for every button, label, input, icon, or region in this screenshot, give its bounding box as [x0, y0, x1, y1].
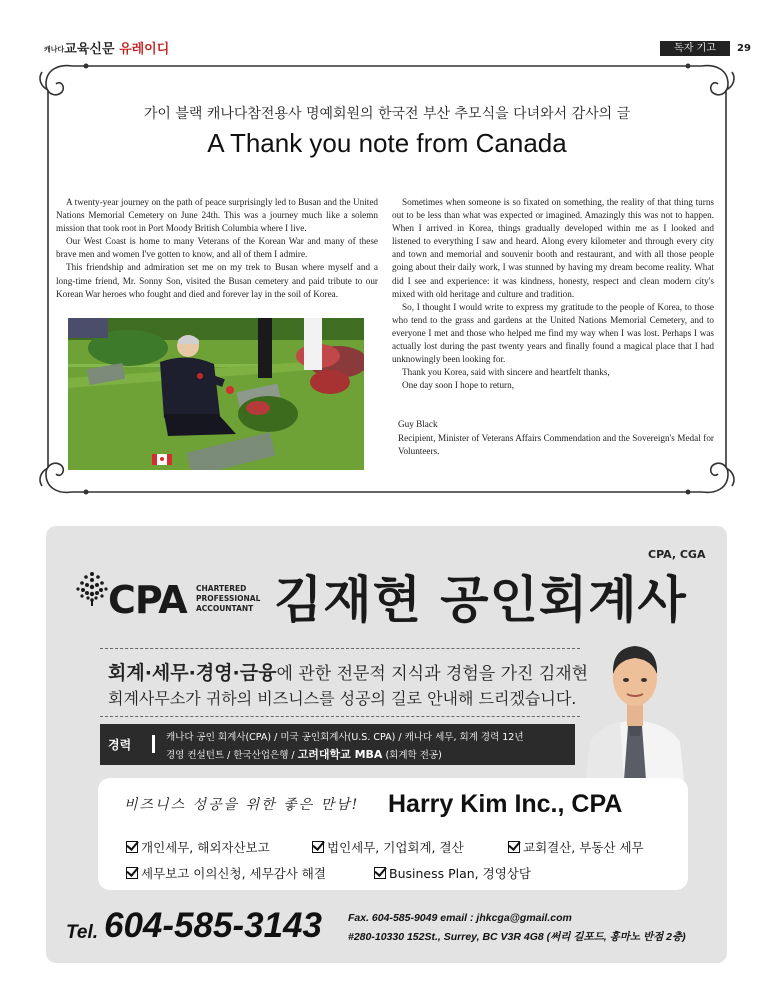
career-part: 고려대학교 MBA — [297, 748, 383, 761]
address: #280-10330 152St., Surrey, BC V3R 4G8 (써리 길포드, 홍마노 반점 2층) — [348, 931, 686, 943]
ad-tagline-2: 회계사무소가 귀하의 비즈니스를 성공의 길로 안내해 드리겠습니다. — [108, 689, 577, 708]
divider — [100, 716, 580, 717]
page-number: 29 — [737, 43, 751, 54]
career-part: (회계학 전공) — [382, 750, 442, 761]
brand-sub: 캐나다 — [44, 45, 65, 54]
spacer — [392, 392, 714, 418]
paragraph: So, I thought I would write to express my gratitude to the people of Korea, to those who tend to the grass and gardens at the United Nations Memorial Cemetery, and to everyone I met and those who helped me find my way when I was lost. Perhaps I was actually lost during the past twenty years and finally found a magical place that I had unknowingly been looking for. — [392, 301, 714, 365]
paragraph: This friendship and admiration set me on my trek to Busan where myself and a long-time friend, Mr. Sonny Son, visited the Busan cemetery and paid tribute to our Korean War heroes who fought and died and forever lay in the soil of Korea. — [56, 262, 378, 299]
section-tab: 독자 기고 — [660, 41, 730, 56]
service-label: 교회결산, 부동산 세무 — [523, 840, 644, 855]
brand-accent: 유레이디 — [119, 42, 170, 57]
portrait — [580, 630, 690, 780]
service-item — [126, 838, 270, 856]
cpa-advertisement — [46, 526, 727, 963]
ad-tagline-1 — [108, 658, 588, 685]
career-label: 경력 — [108, 738, 132, 752]
signature-title: Recipient, Minister of Veterans Affairs Commendation and the Sovereign's Medal for Volunteers. — [398, 432, 714, 456]
signature-name: Guy Black — [398, 419, 438, 430]
tel-label: Tel. — [66, 922, 99, 943]
service-label: 개인세무, 해외자산보고 — [141, 840, 270, 855]
checkbox-icon — [312, 841, 324, 853]
phone-number[interactable]: 604-585-3143 — [104, 906, 322, 945]
fax-email[interactable]: Fax. 604-585-9049 email : jhkcga@gmail.com — [348, 912, 572, 924]
service-item — [126, 864, 326, 882]
paragraph: Sometimes when someone is so fixated on something, the reality of that thing turns out to be less than what was expected or imagined. Amazingly this was not to happen. When I arrived in Korea, things gradually developed within me as I looked and listened to everything I saw and heard. Along every kilometer and through every city and town and memorial and souvenir booth and restaurant, and with all those people going about their daily work, I was stunned by having my dream become reality. What did I see and experience: it was kindness, honesty, respect and clean modern city's mixed with old heritage and culture and tradition. — [392, 197, 714, 299]
cpa-logo-subtitle — [196, 584, 260, 614]
service-label: Business Plan, 경영상담 — [389, 866, 531, 881]
career-part: 경영 컨설턴트 / 한국산업은행 / — [166, 750, 298, 761]
english-title: A Thank you note from Canada — [207, 128, 567, 158]
article-right-column — [392, 196, 714, 458]
logo-sub-line: CHARTERED — [196, 584, 247, 593]
career-bar — [100, 724, 575, 765]
tagline-bold: 회계·세무·경영·금융 — [108, 662, 277, 684]
career-line-2 — [166, 746, 442, 762]
career-line-1: 캐나다 공인 회계사(CPA) / 미국 공인회계사(U.S. CPA) / 캐나다 세무, 회계 경력 12년 — [166, 732, 524, 743]
slogan: 비즈니스 성공을 위한 좋은 만남! — [124, 797, 360, 813]
brand-main: 교육신문 — [64, 42, 115, 57]
cemetery-photo — [68, 318, 364, 470]
accountant-name: 김재현 공인회계사 — [274, 571, 687, 629]
article-left-column — [56, 196, 378, 301]
career-separator — [152, 735, 155, 753]
logo-sub-line: ACCOUNTANT — [196, 604, 254, 613]
paragraph: One day soon I hope to return, — [402, 380, 515, 391]
checkbox-icon — [508, 841, 520, 853]
service-item — [312, 838, 464, 856]
maple-leaf-icon — [72, 568, 112, 608]
checkbox-icon — [374, 867, 386, 879]
service-label: 법인세무, 기업회계, 결산 — [327, 840, 464, 855]
services-box — [98, 778, 688, 890]
service-item — [374, 864, 531, 882]
divider — [100, 648, 580, 649]
paragraph: Thank you Korea, said with sincere and heartfelt thanks, — [402, 367, 610, 378]
korean-title: 가이 블랙 캐나다참전용사 명예회원의 한국전 부산 추모식을 다녀와서 감사의 글 — [143, 106, 631, 122]
checkbox-icon — [126, 867, 138, 879]
checkbox-icon — [126, 841, 138, 853]
logo-sub-line: PROFESSIONAL — [196, 594, 261, 603]
cpa-logo: CPA — [108, 578, 187, 622]
service-item — [508, 838, 644, 856]
designation: CPA, CGA — [648, 548, 706, 561]
firm-name: Harry Kim Inc., CPA — [388, 790, 623, 818]
service-label: 세무보고 이의신청, 세무감사 해결 — [141, 866, 326, 881]
paragraph: A twenty-year journey on the path of peace surprisingly led to Busan and the United Nations Memorial Cemetery on June 24th. This was a journey much like a solemn mission that took root in Port Moody British Columbia where I live. — [56, 197, 378, 234]
paragraph: Our West Coast is home to many Veterans of the Korean War and many of these brave men and women I've gotten to know, and all of them I admire. — [56, 236, 378, 260]
tagline-rest: 에 관한 전문적 지식과 경험을 가진 김재현 — [276, 664, 589, 684]
